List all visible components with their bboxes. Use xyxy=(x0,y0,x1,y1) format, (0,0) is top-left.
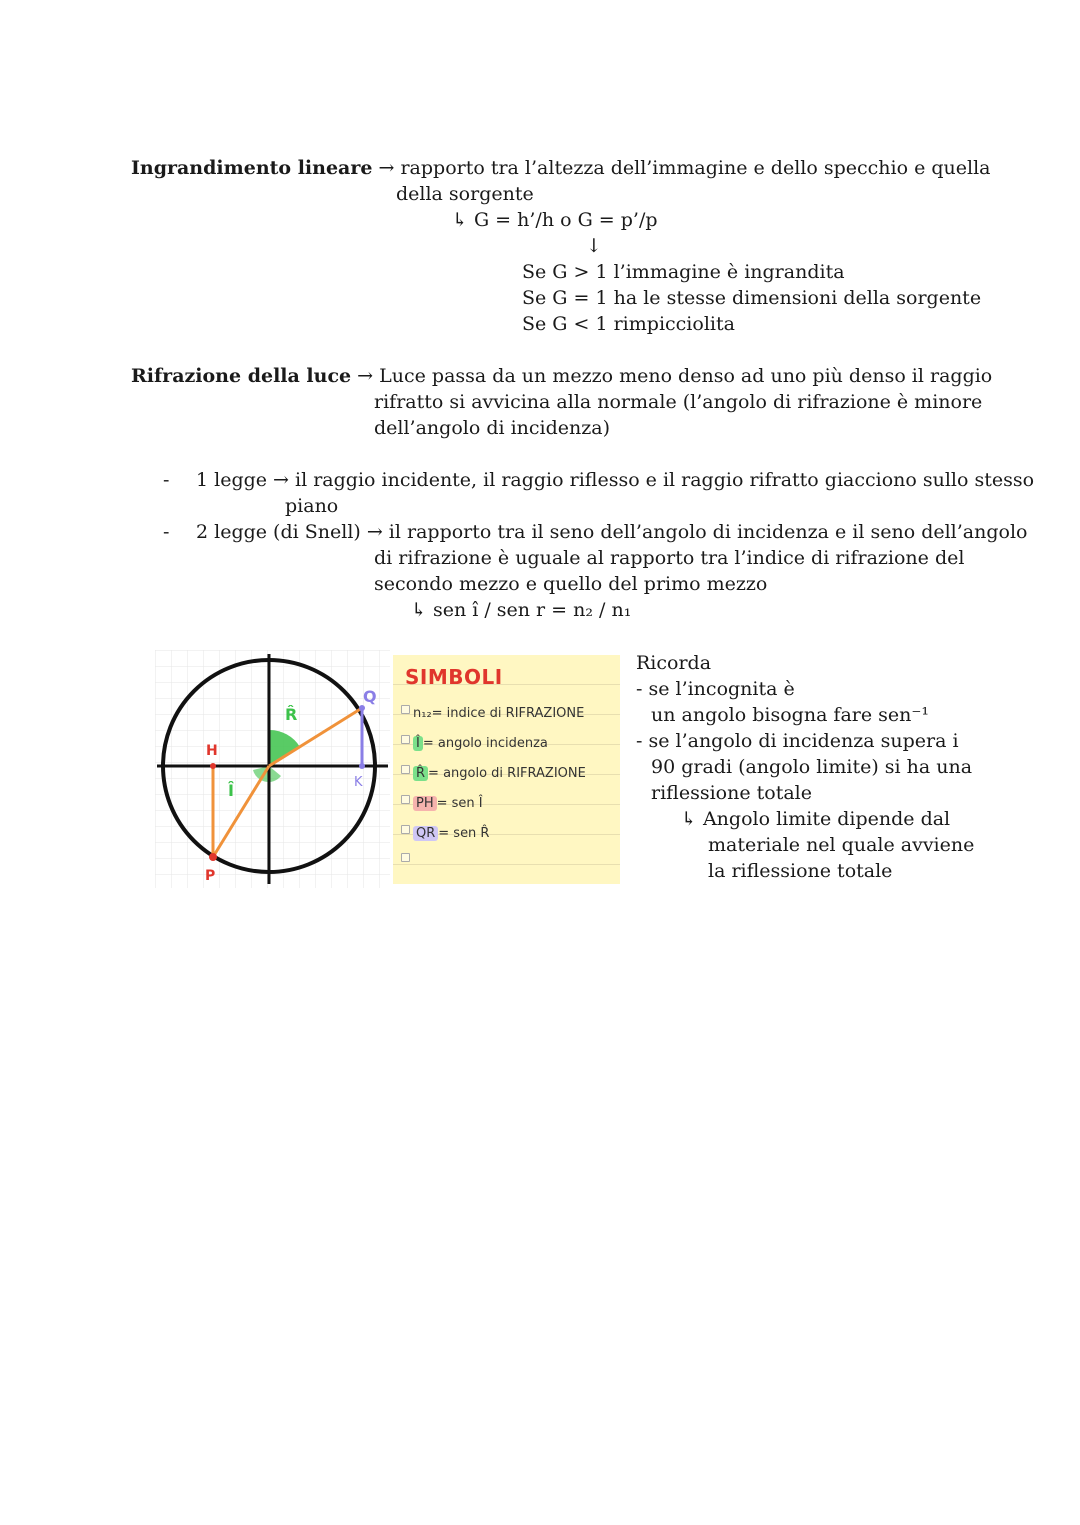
symbol-ph xyxy=(413,796,483,811)
checkbox xyxy=(401,765,410,774)
law2-cont: secondo mezzo e quello del primo mezzo xyxy=(374,573,768,595)
checkbox xyxy=(401,795,410,804)
bullet: - xyxy=(163,521,170,543)
down-arrow: ↓ xyxy=(586,235,602,257)
checkbox xyxy=(401,825,410,834)
ricorda-line: - se l’angolo di incidenza supera i xyxy=(636,730,959,752)
key-qr: QR xyxy=(413,826,438,841)
label-p: P xyxy=(205,868,216,884)
ingrandimento-heading xyxy=(131,155,990,181)
symbol-incidence xyxy=(413,736,548,751)
symbol-qr xyxy=(413,826,489,841)
case-g-equal: Se G = 1 ha le stesse dimensioni della sorgente xyxy=(522,287,982,309)
ricorda-title: Ricorda xyxy=(636,652,712,674)
definition-cont: rifratto si avvicina alla normale (l’angolo di rifrazione è minore xyxy=(374,391,983,413)
ricorda-line: materiale nel quale avviene xyxy=(708,834,975,856)
label-k: K xyxy=(354,775,363,790)
label-q: Q xyxy=(363,687,377,706)
label-r-angle: R̂ xyxy=(285,705,298,724)
case-g-less: Se G < 1 rimpicciolita xyxy=(522,313,735,335)
refraction-circle-diagram xyxy=(155,650,390,888)
point-k xyxy=(359,763,365,769)
case-g-greater: Se G > 1 l’immagine è ingrandita xyxy=(522,261,845,283)
symbols-title: SIMBOLI xyxy=(405,665,503,689)
ricorda-line: riflessione totale xyxy=(651,782,812,804)
text-ph: = sen Î xyxy=(436,796,483,811)
point-h xyxy=(210,763,216,769)
checkbox xyxy=(401,735,410,744)
ricorda-line: ↳ Angolo limite dipende dal xyxy=(681,808,951,830)
text-qr: = sen R̂ xyxy=(438,826,490,841)
term-rifrazione: Rifrazione della luce xyxy=(131,365,352,387)
law2-cont: di rifrazione è uguale al rapporto tra l’indice di rifrazione del xyxy=(374,547,965,569)
snell-formula: ↳ sen î / sen r = n₂ / n₁ xyxy=(411,599,632,621)
key-ph: PH xyxy=(413,796,437,811)
key-refraction: R̂ xyxy=(413,766,428,781)
symbol-refraction xyxy=(413,766,586,781)
checkbox xyxy=(401,705,410,714)
law1: 1 legge → il raggio incidente, il raggio riflesso e il raggio rifratto giacciono sullo stesso xyxy=(196,469,1035,491)
ricorda-line: un angolo bisogna fare sen⁻¹ xyxy=(651,704,930,726)
rifrazione-heading xyxy=(131,363,992,389)
definition-cont: dell’angolo di incidenza) xyxy=(374,417,611,439)
definition-cont: della sorgente xyxy=(396,183,534,205)
ricorda-line: la riflessione totale xyxy=(708,860,893,882)
term-ingrandimento: Ingrandimento lineare xyxy=(131,157,373,179)
arrow: → xyxy=(378,157,395,179)
magnification-formula: ↳ G = h’/h o G = p’/p xyxy=(452,209,658,231)
label-h: H xyxy=(206,743,218,759)
text-refraction: = angolo di RIFRAZIONE xyxy=(428,766,586,781)
symbol-index: n₁₂= indice di RIFRAZIONE xyxy=(413,706,585,721)
text-incidence: = angolo incidenza xyxy=(422,736,548,751)
definition: rapporto tra l’altezza dell’immagine e dello specchio e quella xyxy=(400,157,991,179)
ricorda-line: 90 gradi (angolo limite) si ha una xyxy=(651,756,973,778)
law1-cont: piano xyxy=(285,495,339,517)
law2: 2 legge (di Snell) → il rapporto tra il seno dell’angolo di incidenza e il seno dell’angolo xyxy=(196,521,1028,543)
ricorda-line: - se l’incognita è xyxy=(636,678,795,700)
label-i-angle: Î xyxy=(228,781,234,800)
key-incidence: Î xyxy=(413,736,423,751)
symbols-note xyxy=(393,655,620,884)
bullet: - xyxy=(163,469,170,491)
checkbox xyxy=(401,853,410,862)
definition: Luce passa da un mezzo meno denso ad uno più denso il raggio xyxy=(379,365,993,387)
point-p xyxy=(209,853,217,861)
arrow: → xyxy=(357,365,374,387)
